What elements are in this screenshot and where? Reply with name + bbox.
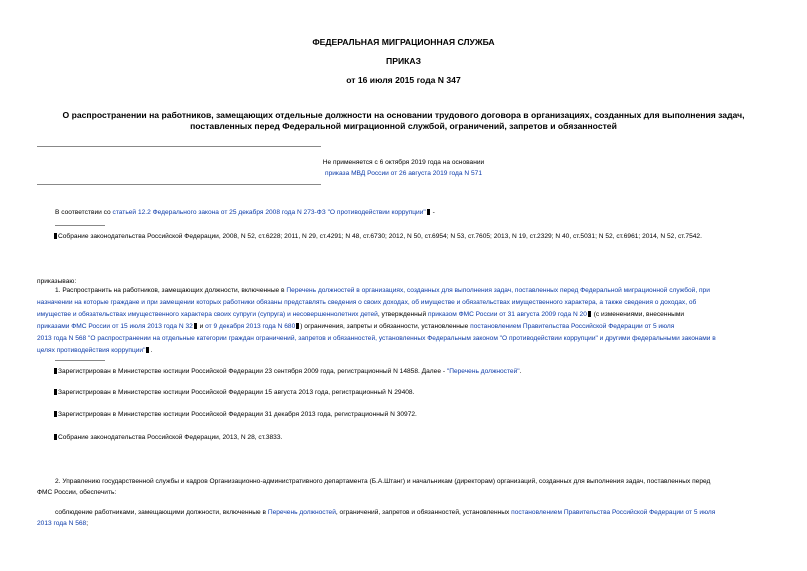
footnote-text: . <box>519 368 522 375</box>
para1-text: ) ограничения, запреты и обязанности, установленные <box>300 323 469 330</box>
footnote-1 <box>53 232 702 241</box>
footnote-marker-icon[interactable] <box>588 311 591 317</box>
notice-link[interactable]: приказа МВД России от 26 августа 2019 года N 571 <box>325 170 482 177</box>
footnote-text: Зарегистрирован в Министерстве юстиции Российской Федерации 31 декабря 2013 года, регистрационный N 30972. <box>58 411 417 418</box>
divider-bottom <box>37 184 321 185</box>
para3-line-2 <box>37 519 88 528</box>
footnote-2 <box>53 367 521 376</box>
gov-decree-568-link-2[interactable]: постановлением Правительства Российской Федерации от 5 июля <box>511 509 716 516</box>
fms-order-32-link[interactable]: приказами ФМС России от 15 июля 2013 года N 32 <box>37 323 193 330</box>
footnote-1-text: Собрание законодательства Российской Федерации, 2008, N 52, ст.6228; 2011, N 29, ст.4291; N 48, ст.6730; 2012, N 50, ст.6954; N 53, ст.7605; 2013, N 19, ст.2329; N 40, ст.5031; N 52, ст.6961; 2014, N 52, ст.7542. <box>58 233 702 240</box>
footnote-marker-icon[interactable] <box>427 209 430 215</box>
preamble <box>55 208 435 217</box>
para3-text: ; <box>86 520 89 527</box>
footnote-marker-icon <box>54 411 57 417</box>
gov-decree-568-link-2-cont[interactable]: 2013 года N 568 <box>37 520 87 527</box>
footnote-marker-icon <box>54 389 57 395</box>
gov-decree-568-link-cont2[interactable]: целях противодействия коррупции" <box>37 347 146 354</box>
doc-type: ПРИКАЗ <box>386 56 421 66</box>
footnote-text: Зарегистрирован в Министерстве юстиции Российской Федерации 23 сентября 2009 года, регистрационный N 14858. Далее - <box>58 368 446 375</box>
fms-order-680-link[interactable]: от 9 декабря 2013 года N 680 <box>205 323 296 330</box>
gov-decree-568-link[interactable]: постановлением Правительства Российской Федерации от 5 июля <box>470 323 675 330</box>
footnote-marker-icon[interactable] <box>146 347 149 353</box>
footnote-divider-2 <box>55 360 105 361</box>
notice-line-1: Не применяется с 6 октября 2019 года на основании <box>322 159 485 166</box>
para1-line-3 <box>37 310 684 319</box>
footnote-3 <box>53 388 414 397</box>
para1-line-1 <box>55 286 710 295</box>
para1-line-5 <box>37 334 716 343</box>
footnote-marker-icon <box>54 233 57 239</box>
doc-subject-line-2: поставленных перед Федеральной миграционной службой, ограничений, запретов и обязанностей <box>190 121 617 131</box>
positions-list-ref-link[interactable]: "Перечень должностей" <box>446 368 520 375</box>
fms-order-20-link[interactable]: приказом ФМС России от 31 августа 2009 года N 20 <box>428 311 587 318</box>
footnote-marker-icon <box>54 368 57 374</box>
footnote-marker-icon[interactable] <box>296 323 299 329</box>
preamble-suffix: - <box>432 209 435 216</box>
preamble-law-link[interactable]: статьей 12.2 Федерального закона от 25 декабря 2008 года N 273-ФЗ "О противодействии коррупции" <box>112 209 426 216</box>
para1-text: и <box>199 323 204 330</box>
para1-line-6 <box>37 346 152 355</box>
para1-text: (с изменениями, внесенными <box>593 311 685 318</box>
footnote-4 <box>53 410 417 419</box>
gov-decree-568-link-cont[interactable]: 2013 года N 568 "О распространении на отдельные категории граждан ограничений, запретов и обязанностей, установленных Федеральным законом "О противодействии коррупции" и другими федеральными законами в <box>37 335 716 342</box>
order-word: приказываю: <box>37 278 77 285</box>
preamble-prefix: В соответствии со <box>55 209 111 216</box>
para1-line-2 <box>37 298 696 307</box>
footnote-5 <box>53 433 282 442</box>
para1-text: . <box>150 347 153 354</box>
footnote-text: Собрание законодательства Российской Федерации, 2013, N 28, ст.3833. <box>58 434 283 441</box>
positions-list-link-cont[interactable]: назначении на которые граждане и при замещении которых работники обязаны представлять сведения о своих доходах, об имуществе и обязательствах имущественного характера, а также сведения о доходах, об <box>37 299 697 306</box>
para2-line-1: 2. Управлению государственной службы и кадров Организационно-административного департамента (Б.А.Штанг) и начальникам (директорам) организаций, созданных для выполнения задач, поставленных перед <box>55 478 711 485</box>
para1-line-4 <box>37 322 674 331</box>
para3-text: , ограничений, запретов и обязанностей, установленных <box>335 509 510 516</box>
positions-list-link-2[interactable]: Перечень должностей <box>267 509 336 516</box>
positions-list-link[interactable]: Перечень должностей в организациях, созданных для выполнения задач, поставленных перед Федеральной миграционной службой, при <box>286 287 710 294</box>
doc-date-number: от 16 июля 2015 года N 347 <box>346 75 461 85</box>
footnote-marker-icon <box>54 434 57 440</box>
para1-text: , утвержденный <box>377 311 427 318</box>
doc-subject-line-1: О распространении на работников, замещающих отдельные должности на основании трудового договора в организациях, созданных для выполнения задач, <box>62 110 745 120</box>
agency-name: ФЕДЕРАЛЬНАЯ МИГРАЦИОННАЯ СЛУЖБА <box>312 37 495 47</box>
footnote-divider-1 <box>55 225 105 226</box>
footnote-text: Зарегистрирован в Министерстве юстиции Российской Федерации 15 августа 2013 года, регистрационный N 29408. <box>58 389 415 396</box>
positions-list-link-cont2[interactable]: имуществе и обязательствах имущественного характера своих супруги (супруга) и несовершеннолетних детей <box>37 311 378 318</box>
para1-text: 1. Распространить на работников, замещающих должности, включенные в <box>55 287 285 294</box>
footnote-marker-icon[interactable] <box>194 323 197 329</box>
para2-line-2: ФМС России, обеспечить: <box>37 489 117 496</box>
para3-line-1 <box>55 508 715 517</box>
para3-text: соблюдение работниками, замещающими должности, включенные в <box>55 509 266 516</box>
divider-top <box>37 146 321 147</box>
